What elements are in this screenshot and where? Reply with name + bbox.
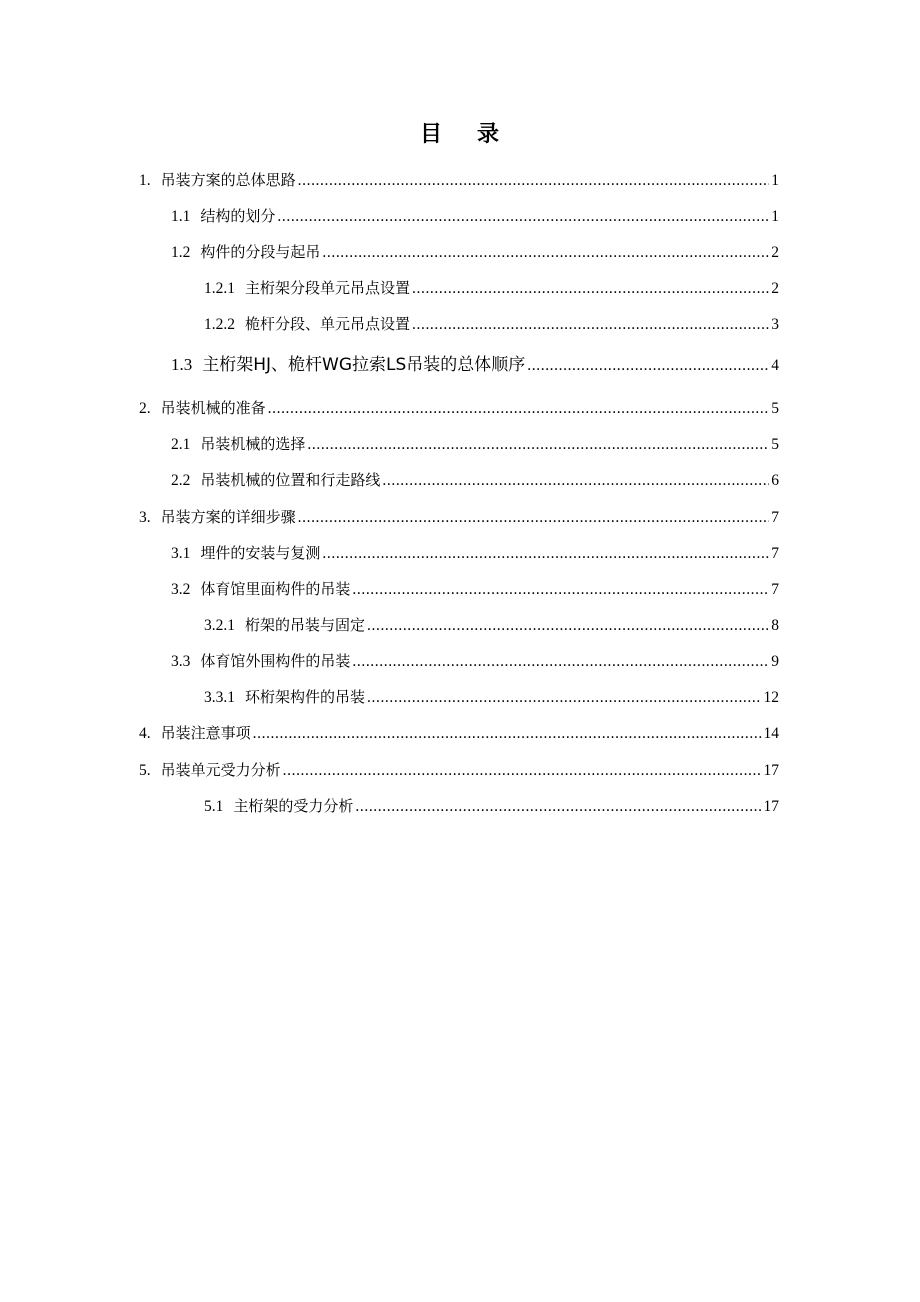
toc-dot-leader [352,651,769,673]
toc-entry-text: 环桁架构件的吊装 [245,688,366,706]
toc-entry-page: 14 [763,725,779,742]
toc-dot-leader [367,615,769,637]
toc-entry-text: 吊装方案的总体思路 [160,171,296,189]
toc-entry-text: 吊装机械的位置和行走路线 [200,471,381,489]
toc-entry-number: 3.2.1 [204,617,235,634]
toc-entry-number: 2.1 [171,436,191,453]
toc-dot-leader [283,760,762,782]
toc-entry-3[interactable] [139,506,779,529]
toc-entry-page: 1 [771,172,779,189]
toc-entry-page: 7 [771,581,779,598]
toc-dot-leader [322,543,769,565]
toc-entry-page: 4 [771,357,779,374]
toc-entry-page: 6 [771,472,779,489]
toc-dot-leader [352,579,769,601]
toc-entry-number: 3.1 [171,545,191,562]
toc-entry-text: 桅杆分段、单元吊点设置 [245,315,411,333]
toc-entry-text: 主桁架HJ、桅杆WG拉索LS吊装的总体顺序 [202,355,526,375]
toc-dot-leader [307,434,769,456]
toc-dot-leader [412,314,769,336]
toc-entry-2[interactable] [139,397,779,420]
toc-entry-number: 3.2 [171,581,191,598]
toc-title [0,120,920,150]
toc-dot-leader [298,507,770,529]
toc-entry-number: 1.2 [171,244,191,261]
toc-entry-5-1[interactable] [204,795,779,818]
toc-entry-text: 吊装单元受力分析 [160,761,281,779]
toc-title-char-1: 目 [419,122,443,147]
toc-entry-number: 1.2.1 [204,280,235,297]
toc-entry-page: 8 [771,617,779,634]
toc-entry-number: 3.3.1 [204,689,235,706]
toc-entry-text: 吊装机械的准备 [160,399,266,417]
toc-entry-5[interactable] [139,759,779,782]
toc-entry-page: 12 [763,689,779,706]
toc-entry-page: 17 [763,762,779,779]
toc-entry-1-2-1[interactable] [204,277,779,300]
toc-entry-page: 5 [771,400,779,417]
toc-entry-page: 7 [771,509,779,526]
toc-entry-page: 2 [771,280,779,297]
toc-entry-number: 1.2.2 [204,316,235,333]
toc-entry-3-1[interactable] [171,542,779,565]
toc-entry-1-3[interactable] [171,354,779,377]
toc-entry-text: 吊装机械的选择 [200,435,306,453]
toc-title-char-2: 录 [477,122,501,147]
toc-dot-leader [322,242,769,264]
toc-entry-page: 1 [771,208,779,225]
toc-entry-text: 埋件的安装与复测 [200,544,321,562]
toc-entry-number: 1.1 [171,208,191,225]
toc-entry-number: 2. [139,400,151,417]
toc-entry-text: 体育馆里面构件的吊装 [200,580,351,598]
toc-dot-leader [412,278,769,300]
toc-entry-page: 5 [771,436,779,453]
toc-dot-leader [527,355,769,377]
toc-dot-leader [298,170,770,192]
toc-entry-number: 5.1 [204,798,224,815]
toc-entry-text: 主桁架分段单元吊点设置 [245,279,411,297]
toc-entry-4[interactable] [139,722,779,745]
toc-entry-2-1[interactable] [171,433,779,456]
toc-entry-2-2[interactable] [171,469,779,492]
toc-dot-leader [367,687,761,709]
toc-entry-text: 吊装注意事项 [160,724,251,742]
toc-dot-leader [277,206,769,228]
toc-entry-1[interactable] [139,169,779,192]
toc-entry-3-2-1[interactable] [204,614,779,637]
toc-entry-1-2-2[interactable] [204,313,779,336]
toc-entry-number: 3.3 [171,653,191,670]
toc-entry-page: 9 [771,653,779,670]
toc-dot-leader [268,398,770,420]
toc-entry-page: 2 [771,244,779,261]
toc-entry-text: 结构的划分 [200,207,276,225]
toc-entry-text: 构件的分段与起吊 [200,243,321,261]
toc-entry-3-3-1[interactable] [204,686,779,709]
toc-entry-number: 1. [139,172,151,189]
toc-dot-leader [382,470,769,492]
toc-entry-1-1[interactable] [171,205,779,228]
toc-entry-text: 体育馆外围构件的吊装 [200,652,351,670]
toc-entry-number: 3. [139,509,151,526]
toc-entry-number: 5. [139,762,151,779]
toc-dot-leader [355,796,761,818]
toc-entry-text: 主桁架的受力分析 [233,797,354,815]
toc-entry-3-3[interactable] [171,650,779,673]
toc-entry-number: 4. [139,725,151,742]
toc-entry-1-2[interactable] [171,241,779,264]
toc-dot-leader [253,723,762,745]
toc-entry-page: 17 [763,798,779,815]
toc-entry-page: 3 [771,316,779,333]
toc-entry-number: 2.2 [171,472,191,489]
toc-entry-page: 7 [771,545,779,562]
toc-entry-text: 吊装方案的详细步骤 [160,508,296,526]
toc-entry-text: 桁架的吊装与固定 [245,616,366,634]
toc-entry-3-2[interactable] [171,578,779,601]
toc-entry-number: 1.3 [171,355,193,374]
